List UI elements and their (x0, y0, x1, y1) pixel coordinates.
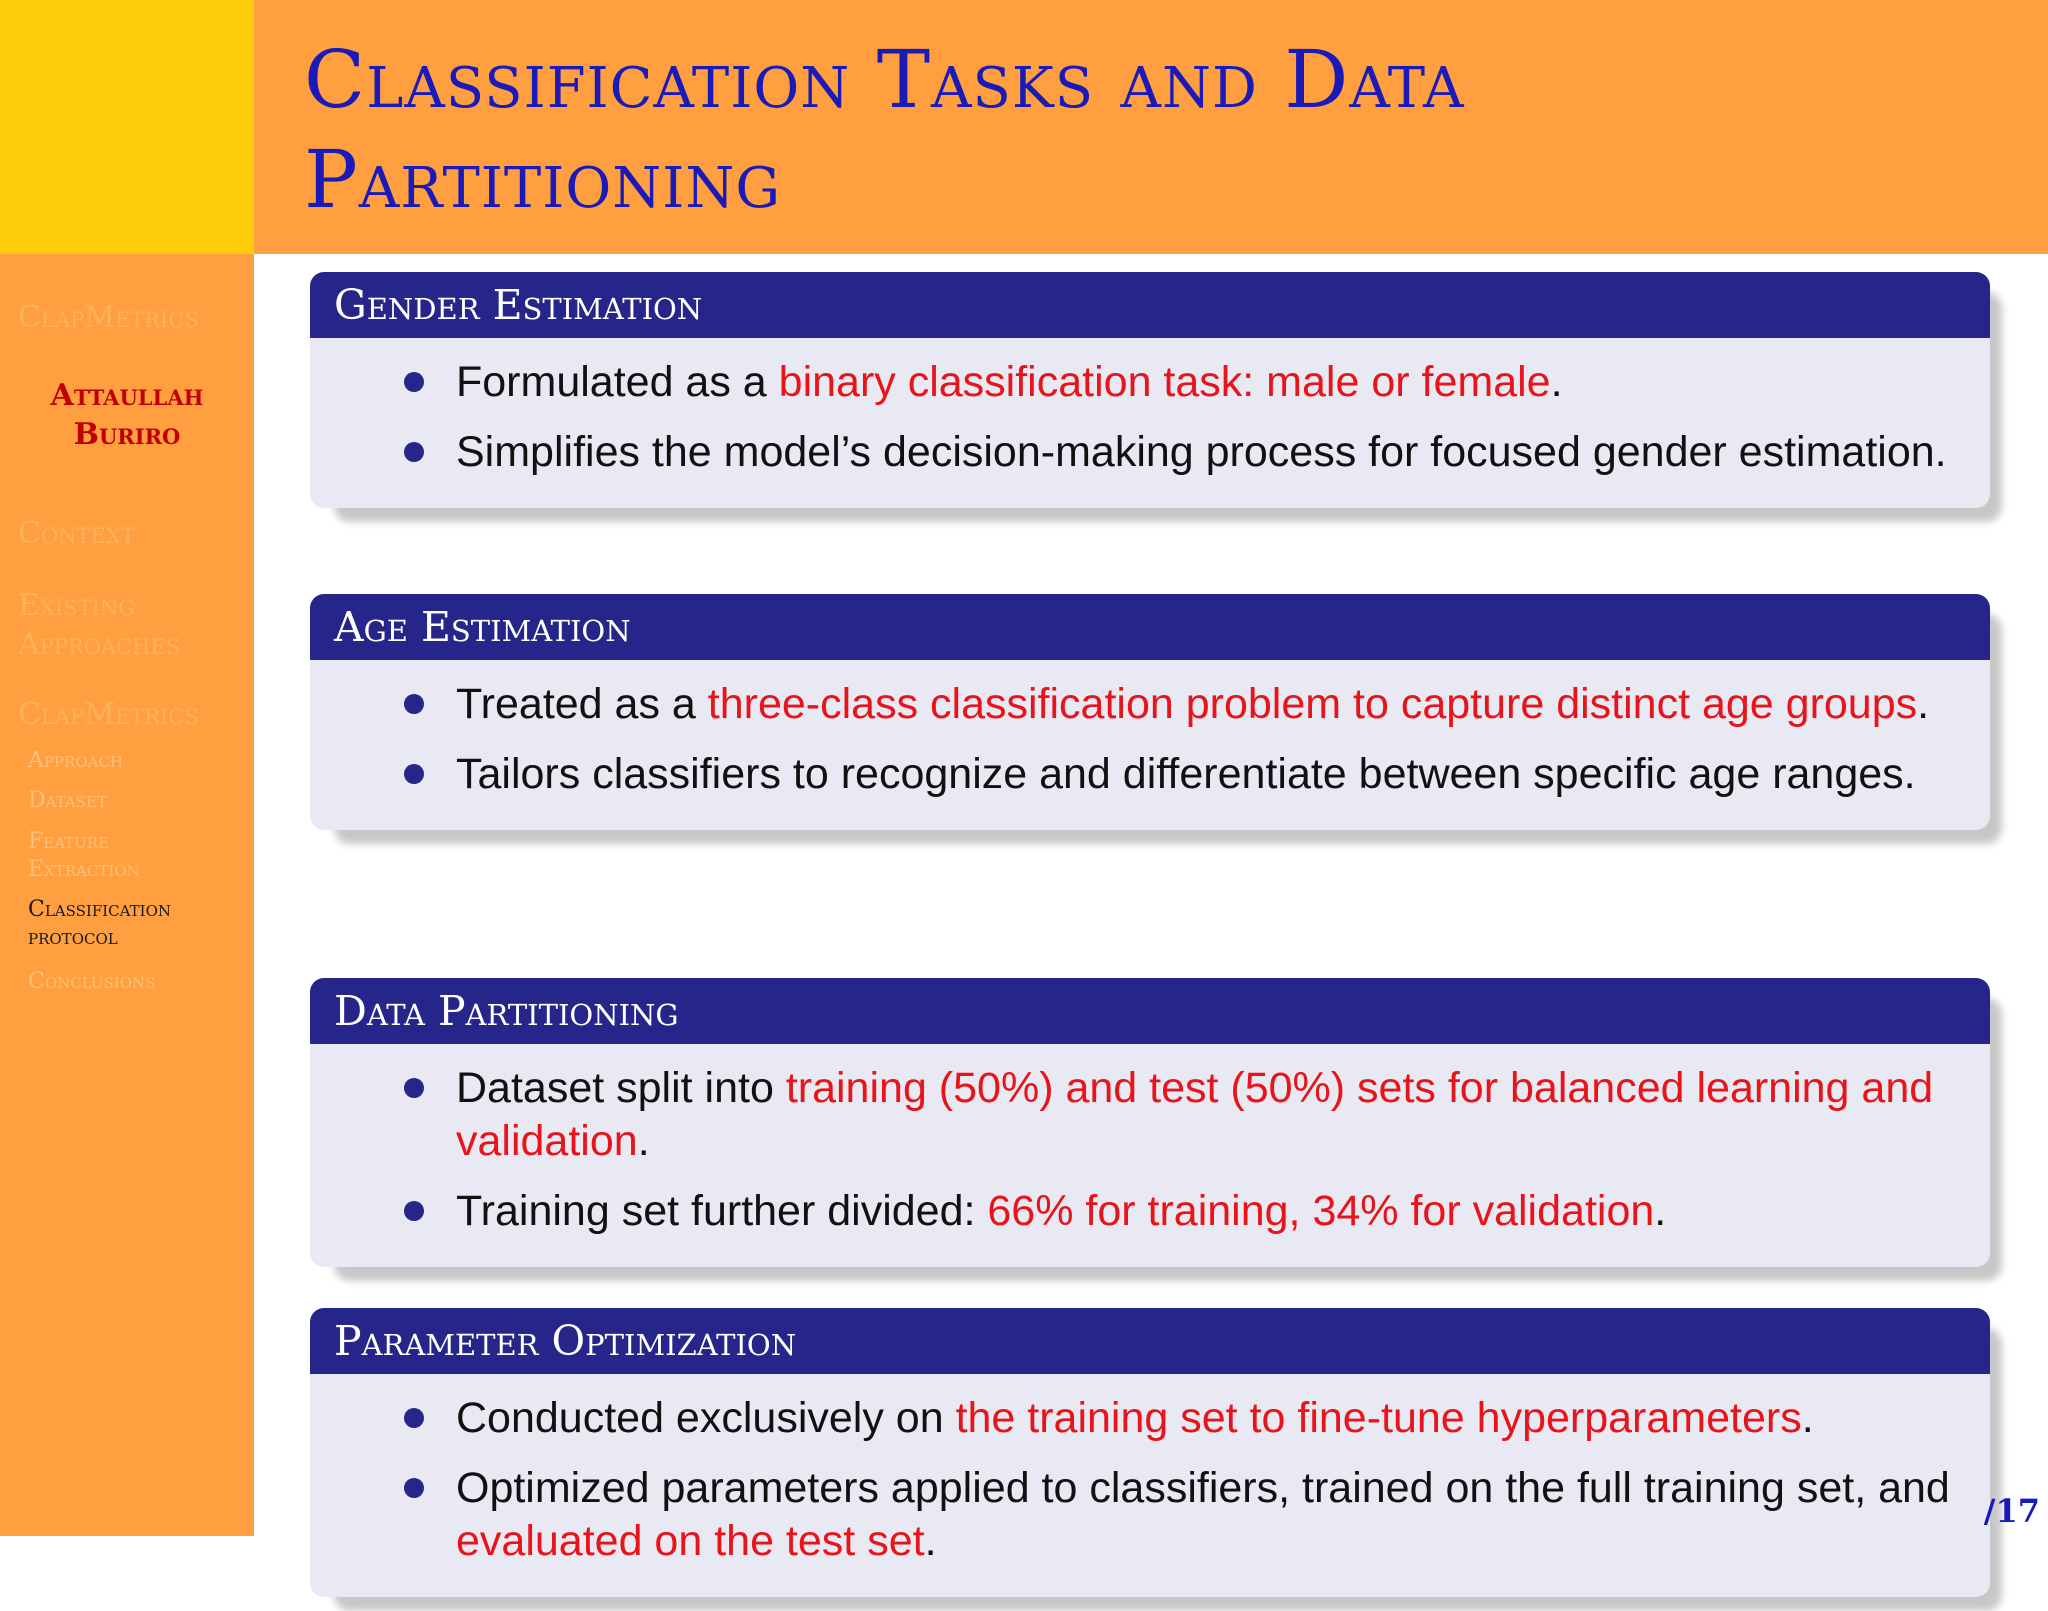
bullet-text-end: . (637, 1117, 650, 1165)
block-title: Parameter Optimization (310, 1308, 1990, 1374)
sidebar-subitem-conclusions[interactable]: Conclusions (28, 969, 156, 994)
block-body (310, 1374, 1990, 1597)
block-data-partitioning (310, 978, 1990, 1267)
block-gender-estimation (310, 272, 1990, 508)
bullet-dot-icon (404, 372, 424, 392)
sidebar-subitem-feature-line-2: Extraction (28, 857, 140, 882)
bullet-text: Simplifies the model’s decision-making process for focused gender estimation. (456, 428, 1947, 476)
bullet-item (310, 1185, 1950, 1238)
bullet-dot-icon (404, 442, 424, 462)
sidebar-subitem-classification-protocol[interactable] (28, 896, 171, 952)
bullet-dot-icon (404, 1078, 424, 1098)
bullet-list (310, 1044, 1990, 1267)
page-number: /17 (1983, 1492, 2040, 1530)
sidebar-subitem-dataset[interactable]: Dataset (28, 788, 107, 813)
block-title: Data Partitioning (310, 978, 1990, 1044)
bullet-highlight: three-class classification problem to capture distinct age groups (707, 680, 1918, 728)
bullet-item (310, 426, 1950, 479)
sidebar-subitem-feature-line-1: Feature (28, 829, 110, 854)
sidebar-item-existing-line-1: Existing (18, 588, 135, 623)
slide-title-line-2: Partitioning (304, 133, 782, 226)
bullet-text: Formulated as a (456, 358, 779, 406)
sidebar-subitem-classification-line-1: Classification (28, 897, 172, 922)
block-title: Gender Estimation (310, 272, 1990, 338)
bullet-text-end: . (1917, 680, 1930, 728)
block-body (310, 660, 1990, 830)
block-parameter-optimization (310, 1308, 1990, 1597)
slide-title-line-1: Classification Tasks and Data (304, 33, 1465, 126)
bullet-highlight: evaluated on the test set (456, 1517, 925, 1565)
bullet-text: Training set further divided: (456, 1187, 988, 1235)
sidebar-item-clapmetrics-top[interactable]: ClapMetrics (18, 300, 199, 335)
bullet-text: Tailors classifiers to recognize and differentiate between specific age ranges. (456, 750, 1916, 798)
bullet-text: Treated as a (456, 680, 708, 728)
sidebar-author-last-name: Buriro (73, 417, 181, 452)
bullet-text-end: . (1801, 1394, 1814, 1442)
sidebar-item-clapmetrics[interactable]: ClapMetrics (18, 697, 199, 732)
bullet-text-end: . (1654, 1187, 1667, 1235)
bullet-text-end: . (1550, 358, 1563, 406)
bullet-list (310, 1374, 1990, 1597)
slide-header (254, 0, 2048, 254)
bullet-item (310, 748, 1950, 801)
slide-title (304, 30, 1465, 230)
bullet-item (310, 1392, 1950, 1445)
sidebar-subitem-feature-extraction[interactable] (28, 828, 140, 884)
bullet-dot-icon (404, 1201, 424, 1221)
sidebar-item-context[interactable]: Context (18, 516, 135, 551)
bullet-highlight: 66% for training, 34% for validation (987, 1187, 1655, 1235)
bullet-item (310, 678, 1950, 731)
bullet-list (310, 338, 1990, 508)
block-title: Age Estimation (310, 594, 1990, 660)
bullet-dot-icon (404, 694, 424, 714)
bullet-dot-icon (404, 1408, 424, 1428)
bullet-highlight: training (50%) and test (50%) sets for balanced learning and validation (456, 1064, 1934, 1165)
bullet-item (310, 1062, 1950, 1168)
bullet-highlight: binary classification task: male or female (778, 358, 1551, 406)
bullet-text: Optimized parameters applied to classifiers, trained on the full training set, and (456, 1464, 1950, 1512)
block-body (310, 1044, 1990, 1267)
bullet-dot-icon (404, 764, 424, 784)
bullet-item (310, 1462, 1950, 1568)
sidebar-item-existing-approaches[interactable] (18, 586, 180, 664)
sidebar-subitem-classification-line-2: protocol (28, 925, 118, 950)
sidebar-navigation (0, 254, 254, 1536)
sidebar-item-existing-line-2: Approaches (18, 627, 181, 662)
bullet-text-end: . (924, 1517, 937, 1565)
sidebar-author-first-name: Attaullah (50, 378, 204, 413)
block-age-estimation (310, 594, 1990, 830)
bullet-item (310, 356, 1950, 409)
bullet-text: Conducted exclusively on (456, 1394, 956, 1442)
bullet-text: Dataset split into (456, 1064, 786, 1112)
bullet-dot-icon (404, 1478, 424, 1498)
bullet-list (310, 660, 1990, 830)
header-corner (0, 0, 254, 254)
block-body (310, 338, 1990, 508)
bullet-highlight: the training set to fine-tune hyperparameters (955, 1394, 1802, 1442)
sidebar-subitem-approach[interactable]: Approach (28, 748, 124, 773)
